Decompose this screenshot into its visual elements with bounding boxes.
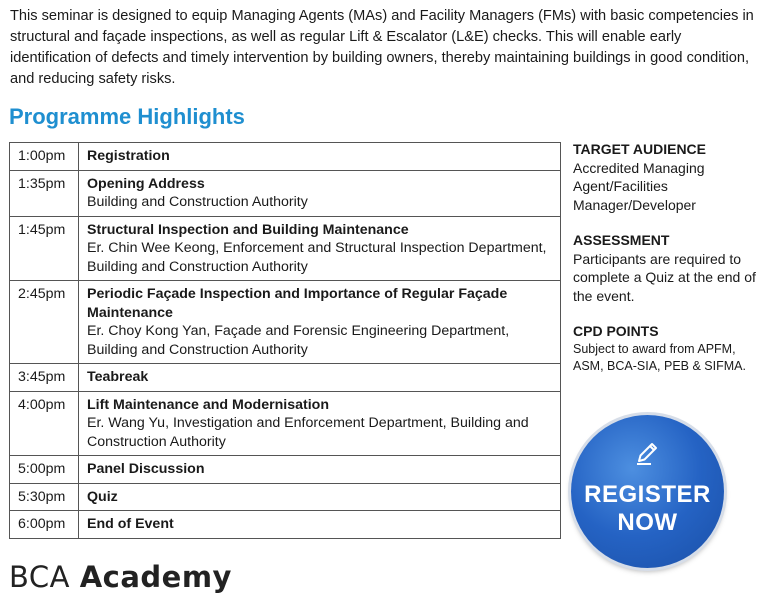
programme-detail (79, 143, 561, 171)
programme-time: 4:00pm (10, 391, 79, 456)
programme-row (10, 143, 561, 171)
programme-detail (79, 483, 561, 511)
register-line2: NOW (617, 509, 678, 536)
programme-time: 1:35pm (10, 170, 79, 216)
brand-part2: Academy (79, 560, 232, 594)
programme-detail (79, 364, 561, 392)
target-audience-heading: TARGET AUDIENCE (573, 141, 706, 157)
register-now-button[interactable] (571, 415, 724, 568)
programme-item-title: Periodic Façade Inspection and Importance of Regular Façade Maintenance (87, 286, 508, 321)
cpd-points-text: Subject to award from APFM, ASM, BCA-SIA, PEB & SIFMA. (573, 341, 746, 373)
programme-detail (79, 170, 561, 216)
programme-time: 1:45pm (10, 216, 79, 281)
programme-row (10, 281, 561, 364)
programme-item-title: Quiz (87, 488, 118, 505)
programme-row (10, 391, 561, 456)
pencil-icon (635, 441, 661, 467)
register-label (571, 481, 724, 537)
programme-time: 5:00pm (10, 456, 79, 484)
programme-row (10, 511, 561, 539)
programme-item-title: Registration (87, 148, 170, 164)
programme-time: 1:00pm (10, 143, 79, 171)
programme-item-speaker: Er. Choy Kong Yan, Façade and Forensic Engineering Department, Building and Construction Authority (87, 323, 510, 358)
target-audience-text: Accredited Managing Agent/Facilities Manager/Developer (573, 159, 705, 213)
programme-item-speaker: Er. Wang Yu, Investigation and Enforcement Department, Building and Construction Authority (87, 415, 529, 450)
programme-time: 6:00pm (10, 511, 79, 539)
programme-item-speaker: Er. Chin Wee Keong, Enforcement and Structural Inspection Department, Building and Construction Authority (87, 240, 547, 275)
programme-detail (79, 281, 561, 364)
programme-detail (79, 216, 561, 281)
programme-item-title: Opening Address (87, 175, 205, 192)
programme-detail (79, 391, 561, 456)
programme-row (10, 216, 561, 281)
target-audience (573, 140, 763, 214)
programme-item-title: End of Event (87, 516, 174, 532)
programme-row (10, 364, 561, 392)
info-sidebar (573, 140, 763, 392)
programme-time: 3:45pm (10, 364, 79, 392)
bca-academy-logo (9, 560, 232, 594)
programme-time: 5:30pm (10, 483, 79, 511)
programme-row (10, 456, 561, 484)
intro-paragraph: This seminar is designed to equip Managing Agents (MAs) and Facility Managers (FMs) with basic competencies in structural and façade inspections, as well as regular Lift & Escalator (L&E) checks. This will enable early identification of defects and timely intervention by building owners, thereby maintaining buildings in good condition, and reducing safety risks. (10, 8, 754, 87)
assessment-heading: ASSESSMENT (573, 232, 670, 248)
cpd-points-heading: CPD POINTS (573, 323, 659, 339)
register-line1: REGISTER (584, 481, 711, 508)
programme-time: 2:45pm (10, 281, 79, 364)
programme-row (10, 483, 561, 511)
programme-detail (79, 511, 561, 539)
assessment-text: Participants are required to complete a Quiz at the end of the event. (573, 250, 756, 304)
programme-item-title: Teabreak (87, 369, 149, 385)
programme-item-title: Panel Discussion (87, 461, 205, 477)
programme-row (10, 170, 561, 216)
programme-detail (79, 456, 561, 484)
cpd-points (573, 322, 763, 375)
programme-item-title: Lift Maintenance and Modernisation (87, 396, 329, 413)
programme-table (9, 142, 561, 539)
brand-part1: BCA (9, 560, 70, 594)
programme-item-speaker: Building and Construction Authority (87, 194, 308, 210)
programme-item-title: Structural Inspection and Building Maintenance (87, 221, 409, 238)
programme-heading: Programme Highlights (9, 104, 245, 129)
assessment (573, 231, 763, 305)
